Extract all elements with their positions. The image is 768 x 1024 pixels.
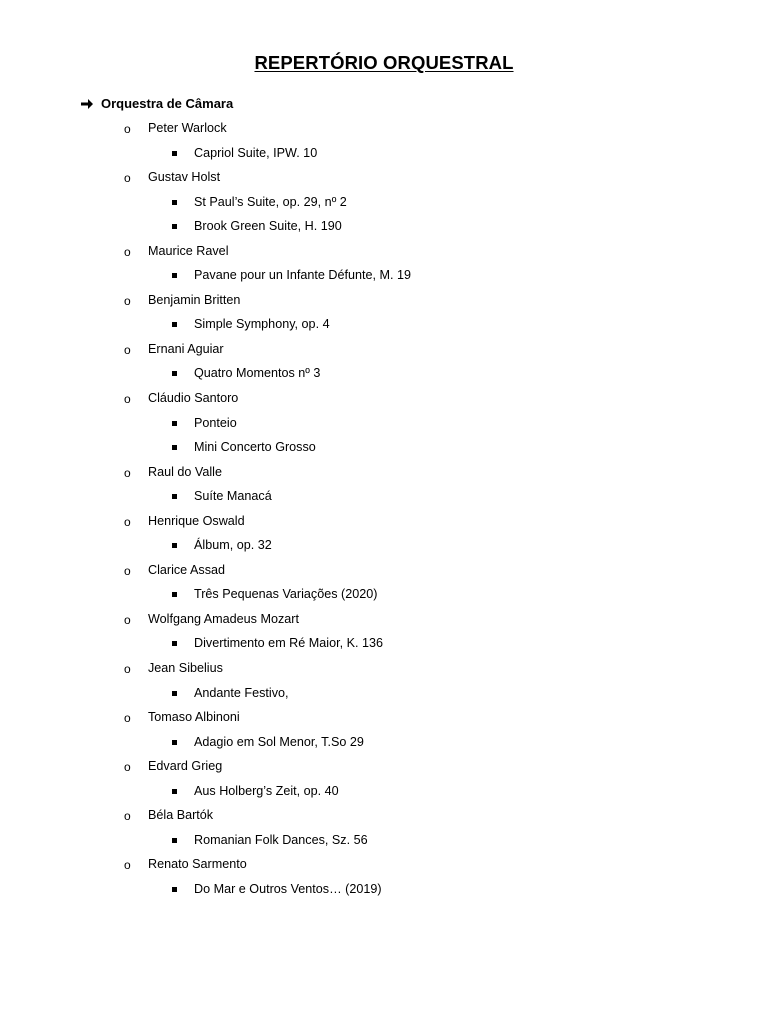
square-bullet-icon bbox=[172, 789, 177, 794]
composer-item bbox=[0, 241, 768, 266]
section-label: Orquestra de Câmara bbox=[101, 96, 234, 111]
work-item bbox=[0, 830, 768, 855]
composer-name: Wolfgang Amadeus Mozart bbox=[148, 611, 299, 626]
work-title: Brook Green Suite, H. 190 bbox=[194, 219, 342, 234]
square-bullet-icon bbox=[172, 322, 177, 327]
work-item bbox=[0, 314, 768, 339]
work-item bbox=[0, 143, 768, 168]
work-title: Suíte Manacá bbox=[194, 489, 272, 504]
work-item bbox=[0, 732, 768, 757]
composer-name: Maurice Ravel bbox=[148, 243, 229, 258]
composer-item bbox=[0, 290, 768, 315]
square-bullet-icon bbox=[172, 224, 177, 229]
square-bullet-icon bbox=[172, 592, 177, 597]
composer-item bbox=[0, 388, 768, 413]
composer-name: Tomaso Albinoni bbox=[148, 710, 240, 725]
composer-item bbox=[0, 511, 768, 536]
square-bullet-icon bbox=[172, 740, 177, 745]
composer-name: Raul do Valle bbox=[148, 464, 222, 479]
work-item bbox=[0, 584, 768, 609]
composer-name: Gustav Holst bbox=[148, 170, 221, 185]
composer-item bbox=[0, 118, 768, 143]
square-bullet-icon bbox=[172, 445, 177, 450]
composer-item bbox=[0, 462, 768, 487]
composer-item bbox=[0, 560, 768, 585]
section-heading bbox=[80, 96, 233, 111]
work-item bbox=[0, 683, 768, 708]
work-item bbox=[0, 437, 768, 462]
work-title: Quatro Momentos nº 3 bbox=[194, 366, 321, 381]
composer-name: Henrique Oswald bbox=[148, 513, 245, 528]
work-item bbox=[0, 633, 768, 658]
right-arrow-icon bbox=[80, 97, 94, 111]
composer-item bbox=[0, 339, 768, 364]
circle-bullet-icon: o bbox=[124, 293, 131, 308]
work-item bbox=[0, 879, 768, 904]
work-item bbox=[0, 363, 768, 388]
composer-item bbox=[0, 756, 768, 781]
square-bullet-icon bbox=[172, 200, 177, 205]
circle-bullet-icon: o bbox=[124, 465, 131, 480]
page-title: REPERTÓRIO ORQUESTRAL bbox=[254, 52, 514, 73]
circle-bullet-icon: o bbox=[124, 809, 131, 824]
square-bullet-icon bbox=[172, 494, 177, 499]
work-item bbox=[0, 535, 768, 560]
circle-bullet-icon: o bbox=[124, 563, 131, 578]
composer-name: Béla Bartók bbox=[148, 808, 214, 823]
composer-name: Jean Sibelius bbox=[148, 661, 223, 676]
circle-bullet-icon: o bbox=[124, 342, 131, 357]
square-bullet-icon bbox=[172, 691, 177, 696]
work-title: Ponteio bbox=[194, 415, 237, 430]
work-title: Mini Concerto Grosso bbox=[194, 440, 316, 455]
square-bullet-icon bbox=[172, 273, 177, 278]
composer-name: Clarice Assad bbox=[148, 562, 225, 577]
work-item bbox=[0, 192, 768, 217]
work-item bbox=[0, 216, 768, 241]
work-title: Álbum, op. 32 bbox=[194, 538, 272, 553]
work-title: Divertimento em Ré Maior, K. 136 bbox=[194, 636, 383, 651]
square-bullet-icon bbox=[172, 543, 177, 548]
composer-item bbox=[0, 167, 768, 192]
circle-bullet-icon: o bbox=[124, 244, 131, 259]
circle-bullet-icon: o bbox=[124, 858, 131, 873]
composer-name: Ernani Aguiar bbox=[148, 341, 224, 356]
work-title: Três Pequenas Variações (2020) bbox=[194, 587, 378, 602]
work-title: Simple Symphony, op. 4 bbox=[194, 317, 330, 332]
work-title: Andante Festivo, bbox=[194, 685, 289, 700]
circle-bullet-icon: o bbox=[124, 662, 131, 677]
composer-name: Peter Warlock bbox=[148, 121, 227, 135]
work-item bbox=[0, 413, 768, 438]
circle-bullet-icon: o bbox=[124, 514, 131, 529]
composer-name: Edvard Grieg bbox=[148, 759, 223, 774]
circle-bullet-icon: o bbox=[124, 392, 131, 407]
square-bullet-icon bbox=[172, 641, 177, 646]
work-item bbox=[0, 781, 768, 806]
circle-bullet-icon: o bbox=[124, 711, 131, 726]
composer-name: Benjamin Britten bbox=[148, 292, 241, 307]
circle-bullet-icon: o bbox=[124, 760, 131, 775]
square-bullet-icon bbox=[172, 421, 177, 426]
composer-item bbox=[0, 658, 768, 683]
circle-bullet-icon: o bbox=[124, 122, 131, 136]
circle-bullet-icon: o bbox=[124, 612, 131, 627]
square-bullet-icon bbox=[172, 151, 177, 156]
circle-bullet-icon: o bbox=[124, 171, 131, 186]
square-bullet-icon bbox=[172, 838, 177, 843]
composer-name: Cláudio Santoro bbox=[148, 391, 239, 406]
composer-item bbox=[0, 609, 768, 634]
work-title: Do Mar e Outros Ventos… (2019) bbox=[194, 881, 382, 896]
composer-item bbox=[0, 854, 768, 879]
work-item bbox=[0, 486, 768, 511]
work-title: Pavane pour un Infante Défunte, M. 19 bbox=[194, 268, 412, 283]
square-bullet-icon bbox=[172, 887, 177, 892]
square-bullet-icon bbox=[172, 371, 177, 376]
composer-item bbox=[0, 707, 768, 732]
composer-name: Renato Sarmento bbox=[148, 857, 247, 872]
work-title: Capriol Suite, IPW. 10 bbox=[194, 145, 318, 160]
work-title: Adagio em Sol Menor, T.So 29 bbox=[194, 734, 364, 749]
work-title: Romanian Folk Dances, Sz. 56 bbox=[194, 832, 368, 847]
work-item bbox=[0, 265, 768, 290]
composer-list bbox=[0, 118, 768, 904]
composer-item bbox=[0, 805, 768, 830]
work-title: Aus Holberg’s Zeit, op. 40 bbox=[194, 783, 339, 798]
work-title: St Paul’s Suite, op. 29, nº 2 bbox=[194, 194, 347, 209]
